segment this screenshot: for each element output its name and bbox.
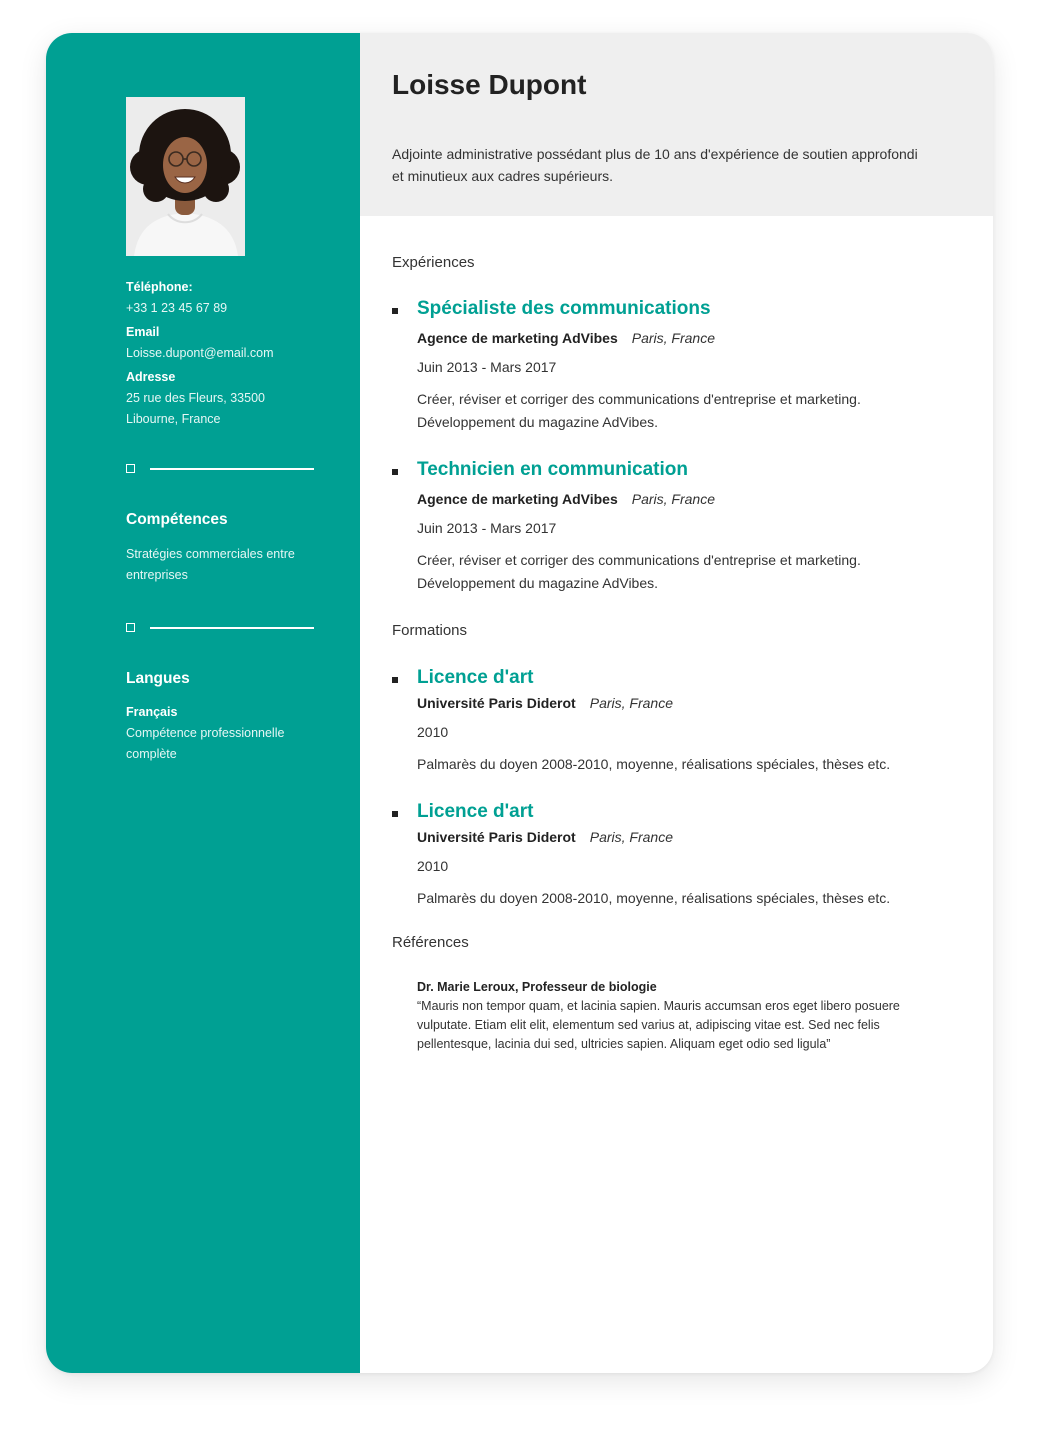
bullet-icon <box>392 469 398 475</box>
entry-org: Agence de marketing AdVibes <box>417 491 618 507</box>
experience-title: Expériences <box>392 254 475 271</box>
entry-org: Agence de marketing AdVibes <box>417 330 618 346</box>
entry-dates: Juin 2013 - Mars 2017 <box>417 520 557 536</box>
entry-org-line <box>417 491 715 507</box>
entry-description: Créer, réviser et corriger des communications d'entreprise et marketing. Développement du magazine AdVibes. <box>417 391 861 430</box>
entry-location: Paris, France <box>589 829 673 845</box>
entry-description: Palmarès du doyen 2008-2010, moyenne, réalisations spéciales, thèses etc. <box>417 756 891 772</box>
email-label: Email <box>126 325 160 339</box>
square-icon <box>126 623 135 632</box>
entry-title: Technicien en communication <box>417 459 688 480</box>
person-name: Loisse Dupont <box>392 69 587 100</box>
address-line1: 25 rue des Fleurs, 33500 <box>126 391 265 405</box>
sidebar-divider <box>126 623 314 633</box>
bullet-icon <box>392 308 398 314</box>
email-value[interactable]: Loisse.dupont@email.com <box>126 346 274 360</box>
sidebar-divider <box>126 464 314 474</box>
address-label: Adresse <box>126 370 176 384</box>
entry-description: Palmarès du doyen 2008-2010, moyenne, réalisations spéciales, thèses etc. <box>417 890 891 906</box>
reference-name: Dr. Marie Leroux, Professeur de biologie <box>417 980 657 994</box>
entry-org: Université Paris Diderot <box>417 829 576 845</box>
resume-card <box>46 33 993 1373</box>
entry-location: Paris, France <box>631 491 715 507</box>
address-line2: Libourne, France <box>126 412 221 426</box>
phone-value: +33 1 23 45 67 89 <box>126 301 228 315</box>
contact-block <box>126 277 336 430</box>
languages-title: Langues <box>126 670 190 687</box>
divider-line <box>150 468 314 470</box>
entry-title: Licence d'art <box>417 801 534 822</box>
bullet-icon <box>392 811 398 817</box>
reference-quote: “Mauris non tempor quam, et lacinia sapien. Mauris accumsan eros eget libero posuere vulputate. Etiam elit elit, elementum sed varius at, adipiscing vitae est. Sed nec felis pellentesque, lacinia dui sed, ultricies sapien. Aliquam eget odio sed ligula” <box>417 999 900 1051</box>
entry-org-line <box>417 829 673 845</box>
entry-description: Créer, réviser et corriger des communications d'entreprise et marketing. Développement du magazine AdVibes. <box>417 552 861 591</box>
phone-label: Téléphone: <box>126 280 193 294</box>
entry-location: Paris, France <box>631 330 715 346</box>
entry-location: Paris, France <box>589 695 673 711</box>
skill-item: Stratégies commerciales entre entreprises <box>126 547 295 582</box>
divider-line <box>150 627 314 629</box>
language-level: Compétence professionnelle complète <box>126 726 285 761</box>
references-title: Références <box>392 934 469 951</box>
entry-org: Université Paris Diderot <box>417 695 576 711</box>
bullet-icon <box>392 677 398 683</box>
entry-title: Licence d'art <box>417 667 534 688</box>
language-name: Français <box>126 705 178 719</box>
education-title: Formations <box>392 622 468 639</box>
reference-entry <box>417 978 927 1054</box>
entry-dates: 2010 <box>417 858 449 874</box>
sidebar <box>46 33 360 1373</box>
entry-org-line <box>417 695 673 711</box>
resume-header <box>360 33 993 216</box>
entry-dates: Juin 2013 - Mars 2017 <box>417 359 557 375</box>
skills-title: Compétences <box>126 511 228 528</box>
entry-title: Spécialiste des communications <box>417 298 711 319</box>
entry-dates: 2010 <box>417 724 449 740</box>
portrait-image <box>126 97 245 256</box>
profile-summary: Adjointe administrative possédant plus de 10 ans d'expérience de soutien approfondi et minutieux aux cadres supérieurs. <box>392 146 918 184</box>
square-icon <box>126 464 135 473</box>
language-item <box>126 702 326 765</box>
profile-photo <box>126 97 245 256</box>
entry-org-line <box>417 330 715 346</box>
